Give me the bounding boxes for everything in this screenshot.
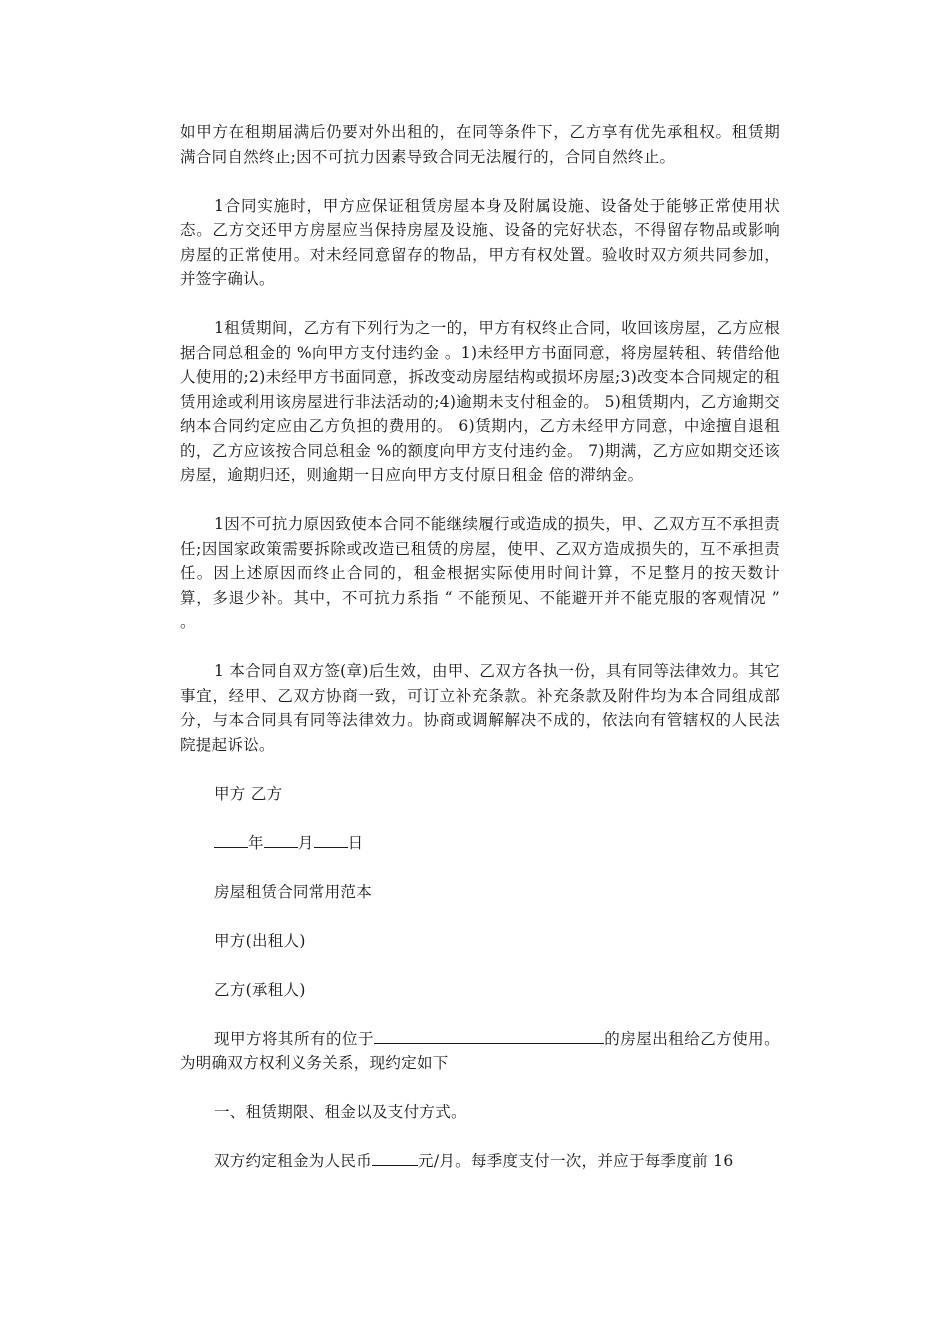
paragraph-renewal: 如甲方在租期届满后仍要对外出租的，在同等条件下，乙方享有优先承租权。租赁期满合同自然终止;因不可抗力因素导致合同无法履行的，合同自然终止。 xyxy=(180,123,780,166)
month-label: 月 xyxy=(297,833,314,852)
paragraph-intro xyxy=(180,1027,780,1076)
lessee-label: 乙方(承租人) xyxy=(214,980,306,999)
document-body xyxy=(180,120,780,1198)
section-1-heading: 一、租赁期限、租金以及支付方式。 xyxy=(214,1103,467,1121)
intro-before: 现甲方将其所有的位于 xyxy=(214,1029,374,1048)
paragraph-breach: 1租赁期间，乙方有下列行为之一的，甲方有权终止合同，收回该房屋，乙方应根据合同总租金的 %向甲方支付违约金 。1)未经甲方书面同意，将房屋转租、转借给他人使用的;2)未经甲方书面同意，拆改变动房屋结构或损坏房屋;3)改变本合同规定的租赁用途或利用该房屋进行非法活动的;4)逾期未支付租金的。 5)租赁期内，乙方逾期交纳本合同约定应由乙方负担的费用的。 6)赁期内，乙方未经甲方同意，中途擅自退租的，乙方应该按合同总租金 %的额度向甲方支付违约金。 7)期满，乙方应如期交还该房屋，逾期归还，则逾期一日应向甲方支付原日租金 倍的滞纳金。 xyxy=(180,319,780,484)
month-blank xyxy=(264,831,298,848)
rent-after: 元/月。每季度支付一次，并应于每季度前 16 xyxy=(418,1152,734,1170)
rent-before: 双方约定租金为人民币 xyxy=(214,1152,373,1170)
paragraph-force-majeure: 1因不可抗力原因致使本合同不能继续履行或造成的损失，甲、乙双方互不承担责任;因国家政策需要拆除或改造已租赁的房屋，使甲、乙双方造成损失的，互不承担责任。因上述原因而终止合同的，租金根据实际使用时间计算，不足整月的按天数计算，多退少补。其中，不可抗力系指 “ 不能预见、不能避开并不能克服的客观情况 ” 。 xyxy=(180,515,780,631)
year-label: 年 xyxy=(248,833,264,852)
day-blank xyxy=(314,831,348,848)
paragraph-effectiveness: 1 本合同自双方签(章)后生效，由甲、乙双方各执一份，具有同等法律效力。其它事宜，经甲、乙双方协商一致，可订立补充条款。补充条款及附件均为本合同组成部分，与本合同具有同等法律效力。协商或调解解决不成的，依法向有管辖权的人民法院提起诉讼。 xyxy=(180,662,780,754)
day-label: 日 xyxy=(347,833,364,852)
rent-amount-blank xyxy=(372,1149,418,1166)
year-blank xyxy=(214,831,248,848)
lessor-label: 甲方(出租人) xyxy=(214,931,306,950)
date-line xyxy=(180,831,780,856)
intro-after: 的房屋出租给乙方使用。为明确双方权利义务关系，现约定如下 xyxy=(180,1029,780,1072)
paragraph-handover: 1合同实施时，甲方应保证租赁房屋本身及附属设施、设备处于能够正常使用状态。乙方交还甲方房屋应当保持房屋及设施、设备的完好状态，不得留存物品或影响房屋的正常使用。对未经同意留存的物品，甲方有权处置。验收时双方须共同参加，并签字确认。 xyxy=(180,196,780,288)
second-contract-title: 房屋租赁合同常用范本 xyxy=(214,882,373,901)
rent-line xyxy=(180,1149,780,1174)
address-blank xyxy=(374,1027,604,1044)
signature-parties: 甲方 乙方 xyxy=(214,784,283,803)
